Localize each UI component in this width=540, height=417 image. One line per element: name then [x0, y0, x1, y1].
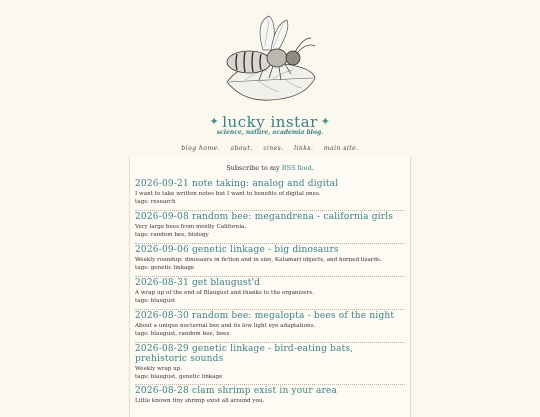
sparkle-left-icon: ✦ [209, 115, 220, 128]
subscribe-line [130, 164, 410, 172]
post-tags[interactable]: tags: random bee, biology [135, 232, 209, 238]
list-item [135, 344, 405, 385]
list-item [135, 245, 405, 277]
post-description: Weekly wrap up. [135, 366, 183, 372]
rss-feed-link[interactable]: RSS feed [281, 164, 312, 172]
list-item [135, 311, 405, 343]
site-tagline: science, nature, academia blog. [216, 129, 324, 136]
nav-zines[interactable]: zines. [263, 145, 284, 152]
post-tags[interactable]: tags: blaugust [135, 298, 176, 304]
post-title-link[interactable]: 2026-09-21 note taking: analog and digital [135, 179, 339, 189]
post-tags[interactable]: tags: blaugust, random bee, bees [135, 331, 230, 337]
post-title-link[interactable]: 2026-09-06 genetic linkage - big dinosaurs [135, 245, 339, 255]
post-tags[interactable]: tags: genetic linkage [135, 265, 195, 271]
post-description: About a unique nocturnal bee and its low light eye adaptations. [135, 323, 316, 329]
post-list-panel [129, 157, 411, 417]
post-title-link[interactable]: 2026-08-28 clam shrimp exist in your area [135, 386, 338, 396]
post-title-link[interactable]: 2026-09-08 random bee: megandrena - california girls [135, 212, 394, 222]
post-description: Very large bees from mostly California. [135, 224, 247, 230]
post-tags[interactable]: tags: blaugust, genetic linkage [135, 374, 223, 380]
post-description: I want to take written notes but I want to benefits of digital ones. [135, 191, 321, 197]
post-description: A wrap up of the end of Blaugust and thanks to the organizers. [135, 290, 314, 296]
nav-links[interactable]: links. [294, 145, 314, 152]
sparkle-right-icon: ✦ [320, 115, 331, 128]
main-nav [0, 145, 540, 152]
post-title-link[interactable]: 2026-08-29 genetic linkage - bird-eating bats, prehistoric sounds [135, 344, 354, 364]
post-description: Weekly roundup: dinosaurs in fiction and in size, Katamari objects, and horned lizards. [135, 257, 382, 263]
nav-main-site[interactable]: main site. [323, 145, 359, 152]
list-item [135, 386, 405, 417]
post-description: Little known tiny shrimp exist all around you. [135, 398, 265, 404]
post-title-link[interactable]: 2026-08-31 get blaugust'd [135, 278, 261, 288]
site-header [0, 0, 540, 160]
site-title-text[interactable]: lucky instar [222, 113, 318, 131]
post-tags[interactable]: tags: research [135, 199, 176, 205]
post-title-link[interactable]: 2026-08-30 random bee: megalopta - bees of the night [135, 311, 395, 321]
list-item [135, 278, 405, 310]
list-item [135, 212, 405, 244]
nav-blog-home[interactable]: blog home. [181, 145, 221, 152]
list-item [135, 179, 405, 211]
nav-about[interactable]: about. [230, 145, 253, 152]
subscribe-suffix: . [311, 164, 314, 172]
subscribe-prefix: Subscribe to my [226, 164, 282, 172]
bee-illustration-icon [215, 12, 325, 108]
